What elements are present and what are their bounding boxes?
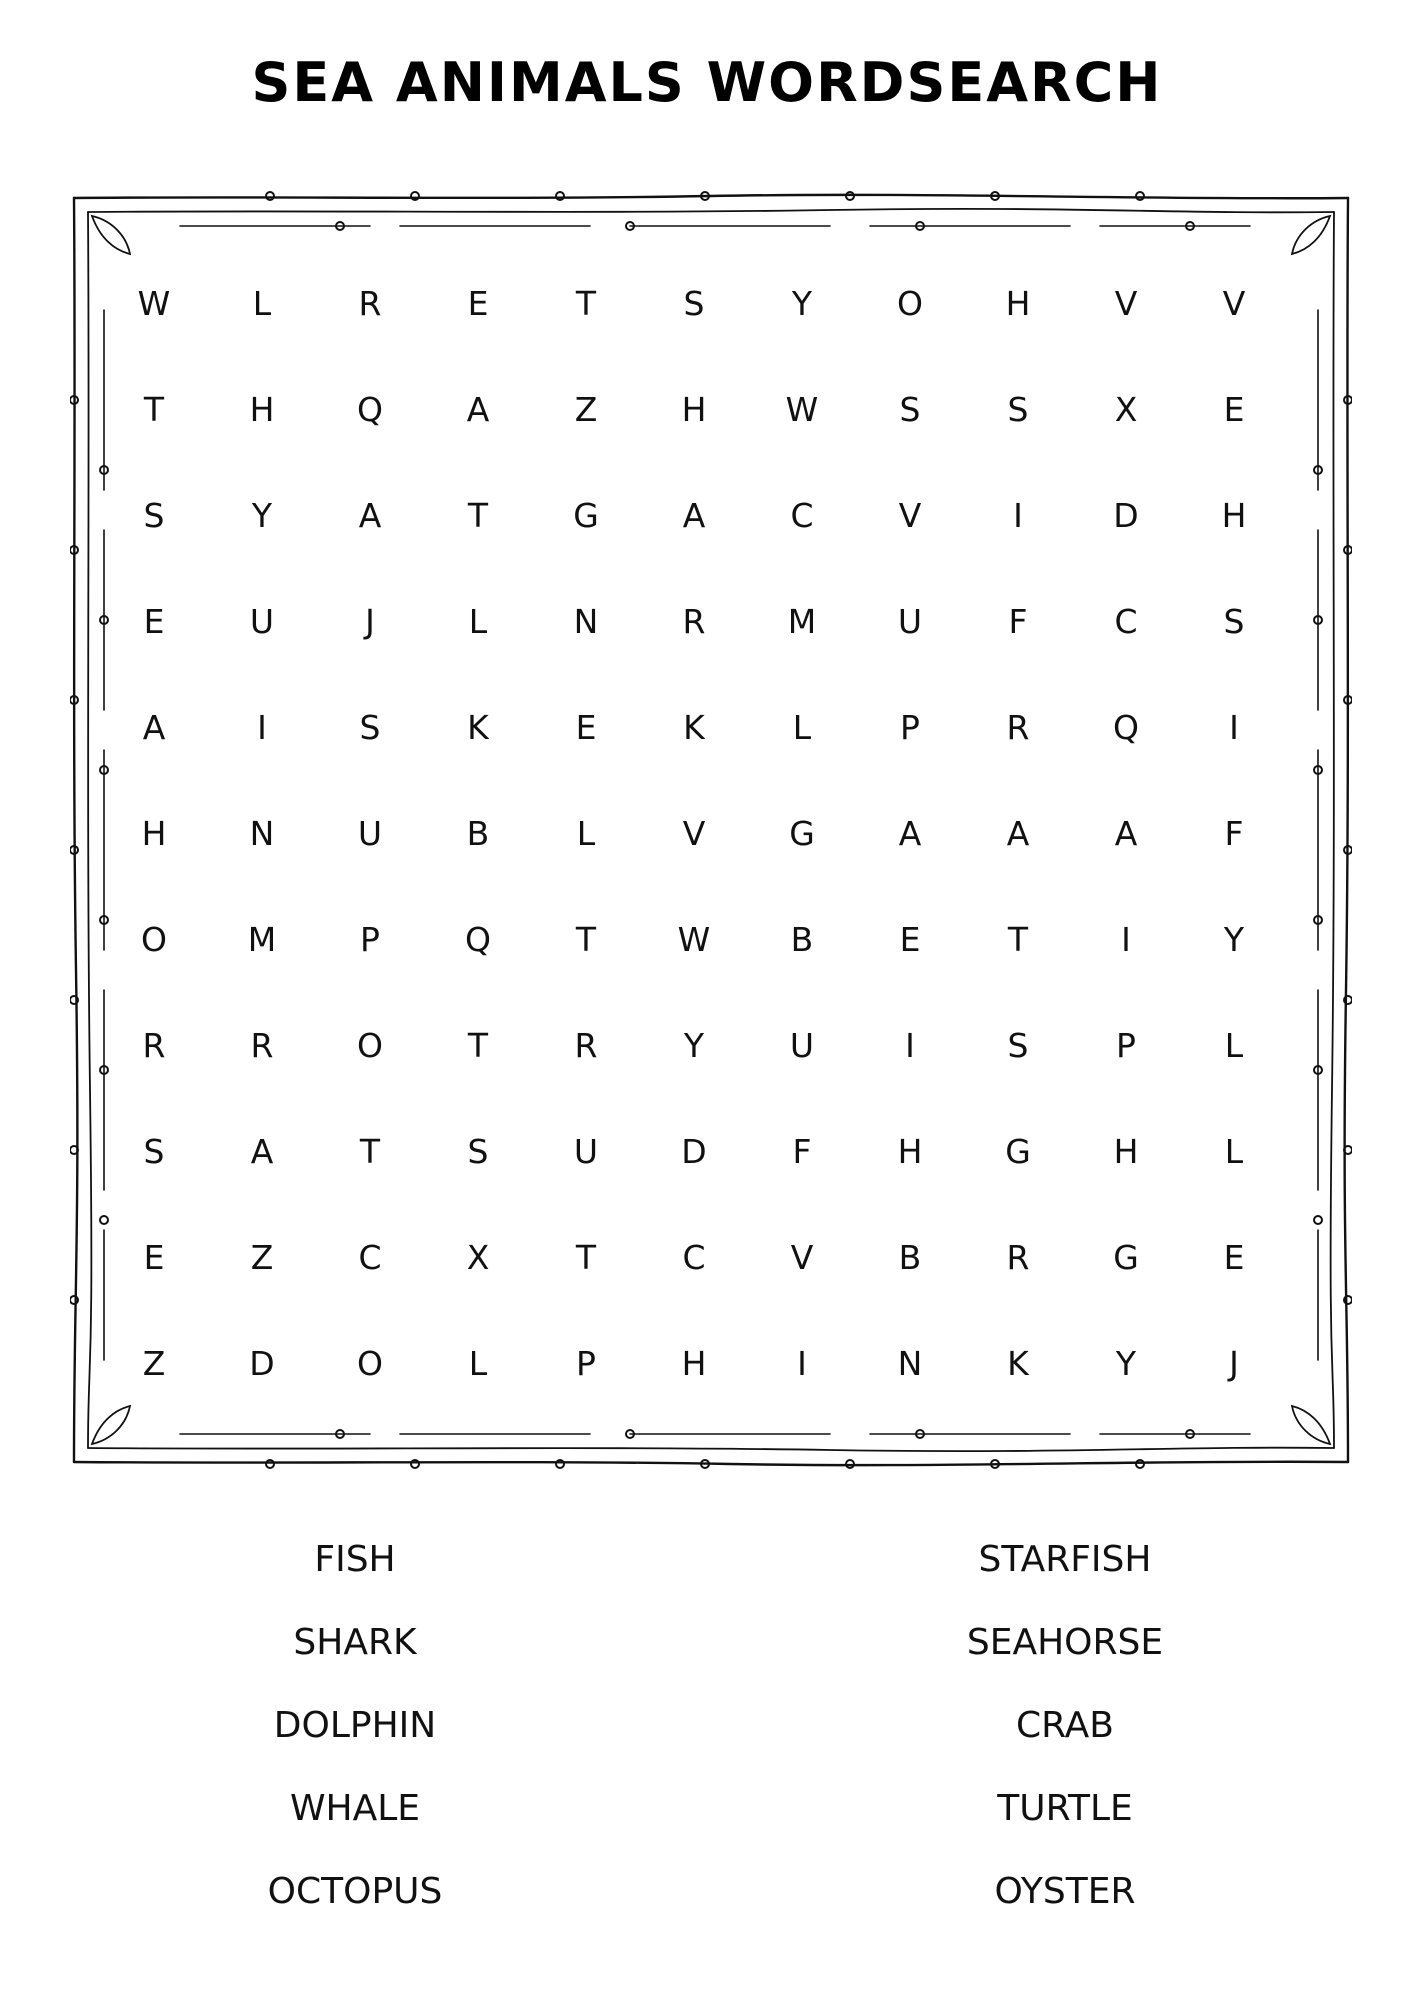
grid-cell[interactable]: A: [898, 813, 922, 853]
grid-cell[interactable]: A: [466, 389, 490, 429]
grid-cell[interactable]: O: [357, 1025, 383, 1065]
grid-cell[interactable]: H: [249, 389, 275, 429]
grid-cell[interactable]: S: [143, 1131, 165, 1171]
grid-cell[interactable]: Y: [1115, 1343, 1137, 1383]
grid-cell[interactable]: R: [250, 1025, 274, 1065]
grid-cell[interactable]: R: [574, 1025, 598, 1065]
grid-cell[interactable]: J: [365, 601, 375, 641]
grid-cell[interactable]: I: [797, 1343, 807, 1383]
word-item: OCTOPUS: [267, 1871, 443, 1912]
grid-cell[interactable]: F: [1224, 813, 1244, 853]
grid-cell[interactable]: A: [1006, 813, 1030, 853]
grid-cell[interactable]: E: [1223, 1237, 1245, 1277]
grid-cell[interactable]: Y: [1223, 919, 1245, 959]
grid-cell[interactable]: P: [576, 1343, 596, 1383]
word-item: DOLPHIN: [273, 1705, 437, 1746]
grid-cell[interactable]: H: [1221, 495, 1247, 535]
grid-cell[interactable]: H: [1005, 283, 1031, 323]
grid-cell[interactable]: C: [790, 495, 814, 535]
grid-cell[interactable]: B: [790, 919, 814, 959]
word-item: SEAHORSE: [966, 1622, 1164, 1663]
grid-cell[interactable]: T: [575, 1237, 597, 1277]
grid-cell[interactable]: Q: [357, 389, 383, 429]
grid-cell[interactable]: N: [897, 1343, 923, 1383]
grid-cell[interactable]: V: [682, 813, 706, 853]
grid-cell[interactable]: F: [792, 1131, 812, 1171]
grid-cell[interactable]: V: [1114, 283, 1138, 323]
grid-cell[interactable]: E: [899, 919, 921, 959]
grid-cell[interactable]: I: [257, 707, 267, 747]
word-list-right: [815, 1530, 1315, 1945]
grid-cell[interactable]: T: [143, 389, 165, 429]
grid-cell[interactable]: R: [1006, 707, 1030, 747]
grid-cell[interactable]: Q: [1113, 707, 1139, 747]
grid-cell[interactable]: Z: [574, 389, 598, 429]
grid-cell[interactable]: O: [141, 919, 167, 959]
grid-cell[interactable]: R: [358, 283, 382, 323]
grid-cell[interactable]: Z: [250, 1237, 274, 1277]
grid-cell[interactable]: W: [785, 389, 819, 429]
grid-cell[interactable]: C: [1114, 601, 1138, 641]
grid-cell[interactable]: G: [1113, 1237, 1139, 1277]
grid-cell[interactable]: E: [467, 283, 489, 323]
grid-cell[interactable]: P: [1116, 1025, 1136, 1065]
word-item: WHALE: [289, 1788, 421, 1829]
grid-cell[interactable]: D: [681, 1131, 707, 1171]
grid-cell[interactable]: C: [682, 1237, 706, 1277]
grid-cell[interactable]: E: [575, 707, 597, 747]
grid-cell[interactable]: Q: [465, 919, 491, 959]
grid-cell[interactable]: L: [468, 601, 488, 641]
grid-cell[interactable]: D: [1113, 495, 1139, 535]
grid-cell[interactable]: T: [575, 919, 597, 959]
grid-cell[interactable]: P: [900, 707, 920, 747]
grid-cell[interactable]: U: [357, 813, 383, 853]
grid-cell[interactable]: T: [359, 1131, 381, 1171]
grid-cell[interactable]: R: [682, 601, 706, 641]
word-item: FISH: [314, 1539, 396, 1580]
letter-grid: [100, 250, 1312, 1383]
grid-cell[interactable]: V: [790, 1237, 814, 1277]
grid-cell[interactable]: S: [683, 283, 705, 323]
grid-cell[interactable]: K: [467, 707, 489, 747]
grid-cell[interactable]: Y: [251, 495, 273, 535]
word-list-left: [105, 1530, 605, 1945]
grid-cell[interactable]: E: [143, 1237, 165, 1277]
grid-cell[interactable]: A: [1114, 813, 1138, 853]
word-item: OYSTER: [994, 1871, 1136, 1912]
grid-cell[interactable]: L: [1224, 1025, 1244, 1065]
grid-cell[interactable]: M: [787, 601, 817, 641]
grid-cell[interactable]: S: [1223, 601, 1245, 641]
grid-cell[interactable]: W: [137, 283, 171, 323]
grid-cell[interactable]: L: [468, 1343, 488, 1383]
grid-cell[interactable]: U: [573, 1131, 599, 1171]
grid-cell[interactable]: L: [1224, 1131, 1244, 1171]
word-item: STARFISH: [978, 1539, 1152, 1580]
grid-cell[interactable]: S: [359, 707, 381, 747]
grid-cell[interactable]: U: [897, 601, 923, 641]
grid-cell[interactable]: S: [899, 389, 921, 429]
word-item: TURTLE: [997, 1788, 1133, 1829]
grid-cell[interactable]: D: [249, 1343, 275, 1383]
grid-cell[interactable]: Y: [683, 1025, 705, 1065]
grid-cell[interactable]: G: [1005, 1131, 1031, 1171]
grid-cell[interactable]: K: [683, 707, 705, 747]
grid-cell[interactable]: R: [1006, 1237, 1030, 1277]
grid-cell[interactable]: A: [142, 707, 166, 747]
word-item: CRAB: [1015, 1705, 1114, 1746]
grid-cell[interactable]: H: [681, 389, 707, 429]
grid-cell[interactable]: I: [905, 1025, 915, 1065]
grid-cell[interactable]: L: [252, 283, 272, 323]
grid-cell[interactable]: G: [789, 813, 815, 853]
grid-cell[interactable]: J: [1229, 1343, 1239, 1383]
grid-cell[interactable]: S: [467, 1131, 489, 1171]
grid-cell[interactable]: N: [573, 601, 599, 641]
grid-cell[interactable]: Y: [791, 283, 813, 323]
grid-cell[interactable]: X: [466, 1237, 490, 1277]
grid-cell[interactable]: H: [897, 1131, 923, 1171]
grid-cell[interactable]: A: [250, 1131, 274, 1171]
grid-cell[interactable]: T: [1007, 919, 1029, 959]
grid-cell[interactable]: M: [247, 919, 277, 959]
grid-cell[interactable]: K: [1007, 1343, 1029, 1383]
grid-cell[interactable]: S: [143, 495, 165, 535]
grid-cell[interactable]: G: [573, 495, 599, 535]
grid-cell[interactable]: O: [357, 1343, 383, 1383]
grid-cell[interactable]: S: [1007, 389, 1029, 429]
grid-cell[interactable]: C: [358, 1237, 382, 1277]
grid-cell[interactable]: F: [1008, 601, 1028, 641]
grid-cell[interactable]: R: [142, 1025, 166, 1065]
grid-cell[interactable]: I: [1121, 919, 1131, 959]
grid-cell[interactable]: T: [467, 495, 489, 535]
grid-cell[interactable]: U: [249, 601, 275, 641]
grid-cell[interactable]: T: [467, 1025, 489, 1065]
grid-cell[interactable]: A: [682, 495, 706, 535]
grid-cell[interactable]: P: [360, 919, 380, 959]
grid-cell[interactable]: X: [1114, 389, 1138, 429]
grid-cell[interactable]: V: [898, 495, 922, 535]
grid-cell[interactable]: H: [141, 813, 167, 853]
grid-cell[interactable]: V: [1222, 283, 1246, 323]
grid-cell[interactable]: H: [681, 1343, 707, 1383]
grid-cell[interactable]: O: [897, 283, 923, 323]
grid-cell[interactable]: W: [677, 919, 711, 959]
grid-cell[interactable]: E: [1223, 389, 1245, 429]
grid-cell[interactable]: L: [792, 707, 812, 747]
grid-cell[interactable]: H: [1113, 1131, 1139, 1171]
grid-cell[interactable]: T: [575, 283, 597, 323]
grid-cell[interactable]: A: [358, 495, 382, 535]
grid-cell[interactable]: B: [898, 1237, 922, 1277]
word-item: SHARK: [293, 1622, 417, 1663]
grid-cell[interactable]: B: [466, 813, 490, 853]
page-title: SEA ANIMALS WORDSEARCH: [251, 51, 1163, 114]
grid-cell[interactable]: S: [1007, 1025, 1029, 1065]
grid-cell[interactable]: L: [576, 813, 596, 853]
grid-cell[interactable]: Z: [142, 1343, 166, 1383]
grid-cell[interactable]: I: [1229, 707, 1239, 747]
grid-cell[interactable]: I: [1013, 495, 1023, 535]
grid-cell[interactable]: E: [143, 601, 165, 641]
grid-cell[interactable]: N: [249, 813, 275, 853]
grid-cell[interactable]: U: [789, 1025, 815, 1065]
